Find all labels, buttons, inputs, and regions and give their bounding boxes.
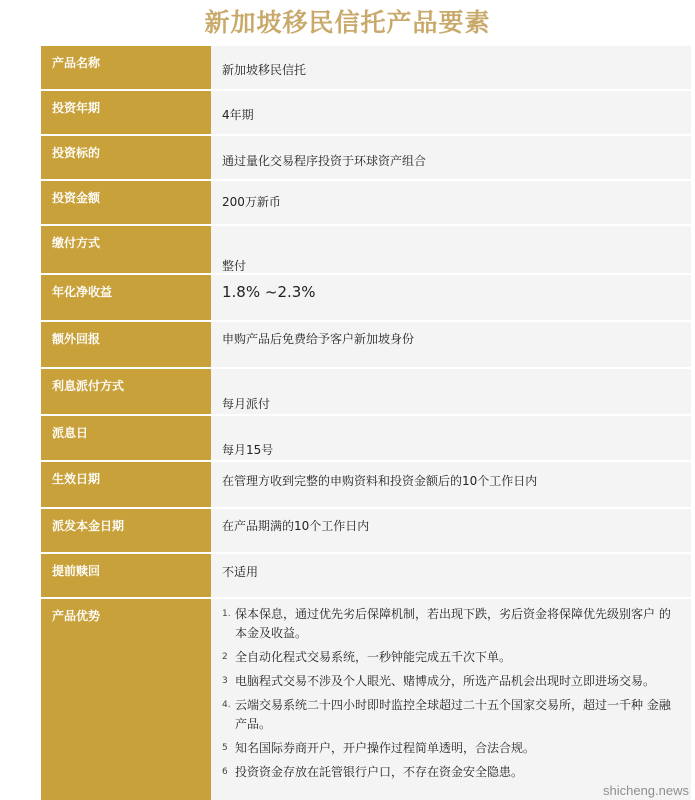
table-row	[41, 369, 691, 414]
row-label: 派息日	[41, 416, 211, 460]
list-item	[222, 672, 671, 691]
item-text: 云端交易系统二十四小时即时监控全球超过二十五个国家交易所，超过一千种 金融产品。	[235, 698, 671, 731]
row-value: 在产品期满的10个工作日内	[222, 519, 370, 533]
item-text: 保本保息，通过优先劣后保障机制，若出现下跌，劣后资金将保障优先级别客户 的本金及收益。	[235, 607, 671, 640]
row-value-cell	[211, 369, 691, 414]
product-table	[41, 46, 691, 800]
advantages-list	[222, 605, 671, 787]
row-value: 在管理方收到完整的申购资料和投资金额后的10个工作日内	[222, 474, 538, 488]
item-text: 投资资金存放在託管银行户口，不存在资金安全隐患。	[235, 765, 524, 779]
item-text: 电脑程式交易不涉及个人眼光、赌博成分，所选产品机会出现时立即进场交易。	[235, 674, 656, 688]
item-number: 4.	[222, 700, 231, 710]
row-label: 产品优势	[41, 599, 211, 800]
row-value-cell	[211, 322, 691, 367]
row-label: 额外回报	[41, 322, 211, 367]
row-value-cell	[211, 554, 691, 597]
watermark: shicheng.news	[603, 783, 689, 798]
item-text: 全自动化程式交易系统，一秒钟能完成五千次下单。	[235, 650, 512, 664]
table-row	[41, 509, 691, 552]
page-title: 新加坡移民信托产品要素	[204, 8, 491, 37]
row-value: 通过量化交易程序投资于环球资产组合	[222, 154, 427, 168]
row-label: 年化净收益	[41, 275, 211, 320]
advantages-row	[41, 599, 691, 800]
row-value: 整付	[222, 259, 247, 273]
list-item	[222, 648, 671, 667]
table-row	[41, 322, 691, 367]
row-value: 4年期	[222, 108, 254, 122]
list-item	[222, 739, 671, 758]
list-item	[222, 763, 671, 782]
row-value: 申购产品后免费给予客户新加坡身份	[222, 332, 415, 346]
item-number: 5	[222, 743, 228, 753]
row-value-cell	[211, 509, 691, 552]
advantages-cell	[211, 599, 691, 800]
row-label: 缴付方式	[41, 226, 211, 273]
row-value-cell	[211, 46, 691, 89]
row-value: 新加坡移民信托	[222, 63, 307, 77]
table-row	[41, 554, 691, 597]
row-label: 投资年期	[41, 91, 211, 134]
table-row	[41, 416, 691, 460]
table-row	[41, 181, 691, 224]
row-value: 每月15号	[222, 443, 274, 457]
table-row	[41, 226, 691, 273]
table-row	[41, 462, 691, 507]
row-value: 1.8% ~2.3%	[222, 283, 316, 301]
row-value-cell	[211, 136, 691, 179]
item-number: 1.	[222, 609, 231, 619]
row-label: 利息派付方式	[41, 369, 211, 414]
item-number: 6	[222, 767, 228, 777]
item-number: 2	[222, 652, 228, 662]
row-label: 派发本金日期	[41, 509, 211, 552]
table-row	[41, 275, 691, 320]
row-value-cell	[211, 226, 691, 273]
table-row	[41, 136, 691, 179]
row-value-cell	[211, 275, 691, 320]
row-label: 投资金额	[41, 181, 211, 224]
row-value-cell	[211, 181, 691, 224]
row-label: 生效日期	[41, 462, 211, 507]
row-label: 投资标的	[41, 136, 211, 179]
list-item	[222, 605, 671, 643]
row-label: 提前赎回	[41, 554, 211, 597]
table-row	[41, 91, 691, 134]
row-value: 200万新币	[222, 195, 281, 209]
row-value: 不适用	[222, 565, 259, 579]
row-value-cell	[211, 416, 691, 460]
table-row	[41, 46, 691, 89]
row-label: 产品名称	[41, 46, 211, 89]
row-value-cell	[211, 462, 691, 507]
item-number: 3	[222, 676, 228, 686]
list-item	[222, 696, 671, 734]
row-value-cell	[211, 91, 691, 134]
item-text: 知名国际券商开户，开户操作过程简单透明，合法合规。	[235, 741, 536, 755]
row-value: 每月派付	[222, 397, 271, 411]
